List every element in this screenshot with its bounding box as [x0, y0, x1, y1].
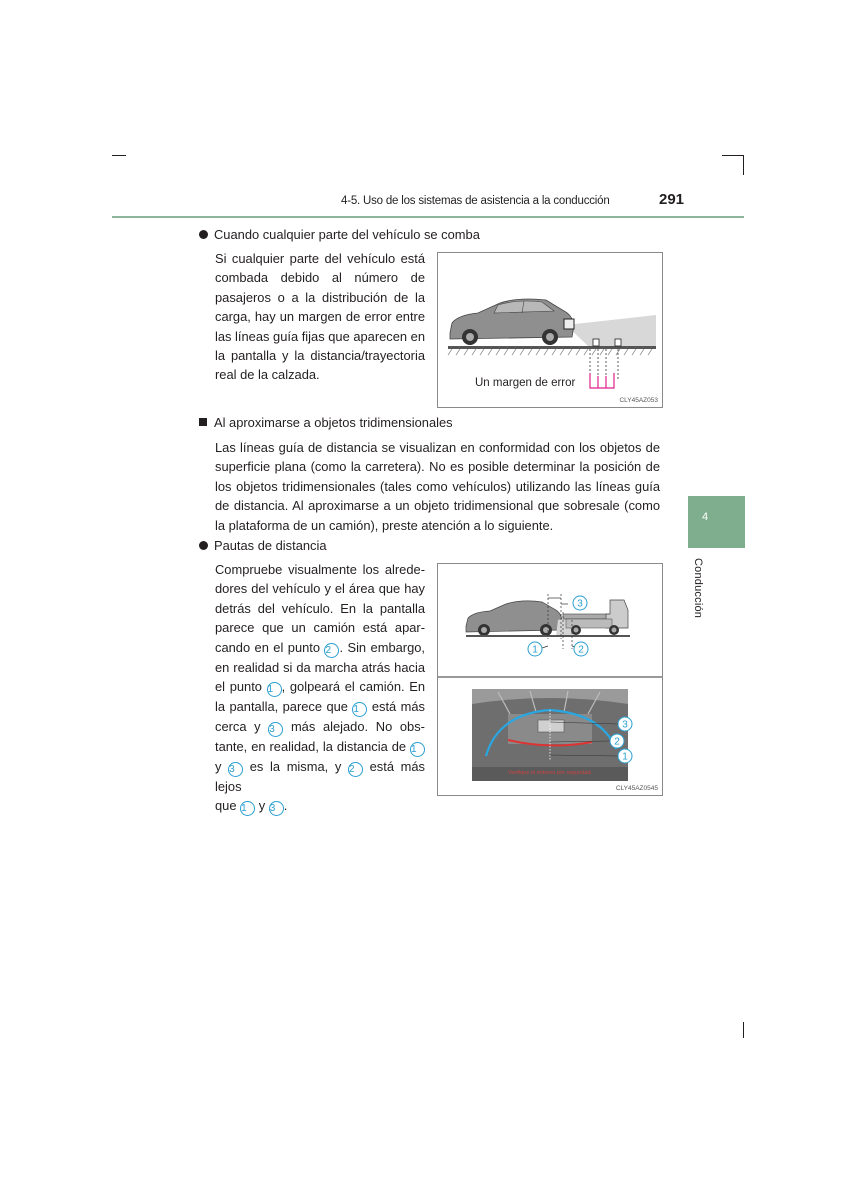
- marker-3: 3: [228, 762, 243, 777]
- bullet-dot: [199, 230, 208, 239]
- bullet-dot: [199, 541, 208, 550]
- camera-screen-warning: Verifique el entorno por seguridad.: [507, 770, 593, 776]
- marker-1: 1: [240, 801, 255, 816]
- text-line: la plataforma de un camión), preste atención a lo siguiente.: [215, 517, 554, 533]
- crop-mark-bottom-right: [743, 1022, 744, 1038]
- text-line: real de la calzada.: [215, 367, 320, 383]
- paragraph-comba: [215, 249, 425, 385]
- crop-mark-top-left: [112, 155, 126, 156]
- page-number: 291: [659, 191, 685, 208]
- crop-mark-top-right-v: [743, 155, 744, 175]
- header-rule: [112, 216, 744, 218]
- text-line: de distancia. Al aproximarse a un objeto tridimensional que sobresale (como: [215, 498, 660, 514]
- text-line: pasajeros o a la distribución de la: [215, 289, 425, 305]
- chapter-label: Conducción: [692, 558, 704, 619]
- text-run: cerca y: [215, 719, 261, 735]
- text-line: combada debido al número de: [215, 270, 425, 286]
- svg-text:1: 1: [532, 644, 538, 656]
- text-line: [215, 737, 425, 757]
- text-line: Si cualquier parte del vehículo está: [215, 251, 425, 266]
- text-line: detrás del vehículo. En la pantalla: [215, 600, 425, 616]
- figure-label: Un margen de error: [475, 377, 576, 389]
- bullet-item-comba: [199, 225, 480, 244]
- text-line: parece que un camión está apar-: [215, 620, 425, 636]
- figure-code: CLY45AZ053: [619, 397, 658, 404]
- bullet-item-pautas: [199, 536, 327, 555]
- paragraph-3d: [215, 438, 660, 535]
- bullet-text: Cuando cualquier parte del vehículo se comba: [214, 227, 480, 242]
- heading-square: [199, 418, 207, 426]
- running-header: 4-5. Uso de los sistemas de asistencia a la conducción: [341, 195, 610, 207]
- text-line: [215, 697, 425, 717]
- chapter-number: 4: [702, 511, 709, 523]
- svg-text:2: 2: [578, 644, 584, 656]
- text-line: los objetos tridimensionales (tales como vehículos) utilizando las líneas guía: [215, 478, 660, 494]
- marker-1: 1: [352, 702, 367, 717]
- truck-and-camera-view-illustration: [438, 564, 662, 795]
- text-run: .: [283, 798, 288, 814]
- paragraph-pautas: [215, 560, 425, 816]
- heading-text: Al aproximarse a objetos tridimensionales: [214, 415, 453, 430]
- marker-2: 2: [348, 762, 363, 777]
- marker-1: 1: [410, 742, 425, 757]
- text-line: en realidad si da marcha atrás hacia: [215, 659, 425, 675]
- text-line: [215, 717, 425, 737]
- svg-text:3: 3: [577, 598, 583, 610]
- text-line: [215, 677, 425, 697]
- text-run: está más lejos: [215, 759, 426, 795]
- text-line: Las líneas guía de distancia se visualizan en conformidad con los objetos de: [215, 440, 660, 455]
- text-line: [215, 796, 425, 816]
- text-run: , golpeará el camión. En: [281, 679, 425, 695]
- marker-2: 2: [324, 643, 339, 658]
- marker-3: 3: [268, 722, 283, 737]
- text-line: [215, 638, 425, 658]
- figure-distance-guidelines: [437, 563, 663, 796]
- text-run: tante, en realidad, la distancia de: [215, 739, 407, 755]
- text-line: la pantalla y la distancia/trayectoria: [215, 348, 425, 364]
- figure-margin-of-error: [437, 252, 663, 408]
- text-line: Compruebe visualmente los alrede-: [215, 562, 425, 577]
- text-run: cando en el punto: [215, 639, 321, 655]
- text-line: [215, 757, 425, 796]
- text-line: superficie plana (como la carretera). No es posible determinar la posición de: [215, 459, 660, 475]
- svg-text:1: 1: [622, 751, 628, 763]
- chapter-tab: [688, 496, 745, 548]
- crop-mark-top-right-h: [722, 155, 744, 156]
- text-run: la pantalla, parece que: [215, 699, 348, 715]
- text-run: y: [258, 798, 266, 814]
- bullet-text: Pautas de distancia: [214, 538, 327, 553]
- text-line: dores del vehículo y el área que hay: [215, 581, 425, 597]
- text-run: . Sin embargo,: [339, 639, 425, 655]
- text-line: las líneas guía fijas que aparecen en: [215, 328, 425, 344]
- text-run: y: [215, 759, 222, 775]
- svg-text:3: 3: [622, 719, 628, 731]
- section-heading-3d: [199, 413, 453, 432]
- text-run: está más: [371, 699, 425, 715]
- marker-1: 1: [267, 682, 282, 697]
- svg-text:2: 2: [614, 736, 620, 748]
- text-run: que: [215, 798, 237, 814]
- figure-code: CLY45AZ0545: [615, 785, 658, 792]
- text-line: carga, hay un margen de error entre: [215, 309, 425, 325]
- marker-3: 3: [269, 801, 284, 816]
- text-run: más alejado. No obs-: [290, 719, 425, 735]
- text-run: el punto: [215, 679, 262, 695]
- text-run: es la misma, y: [249, 759, 342, 775]
